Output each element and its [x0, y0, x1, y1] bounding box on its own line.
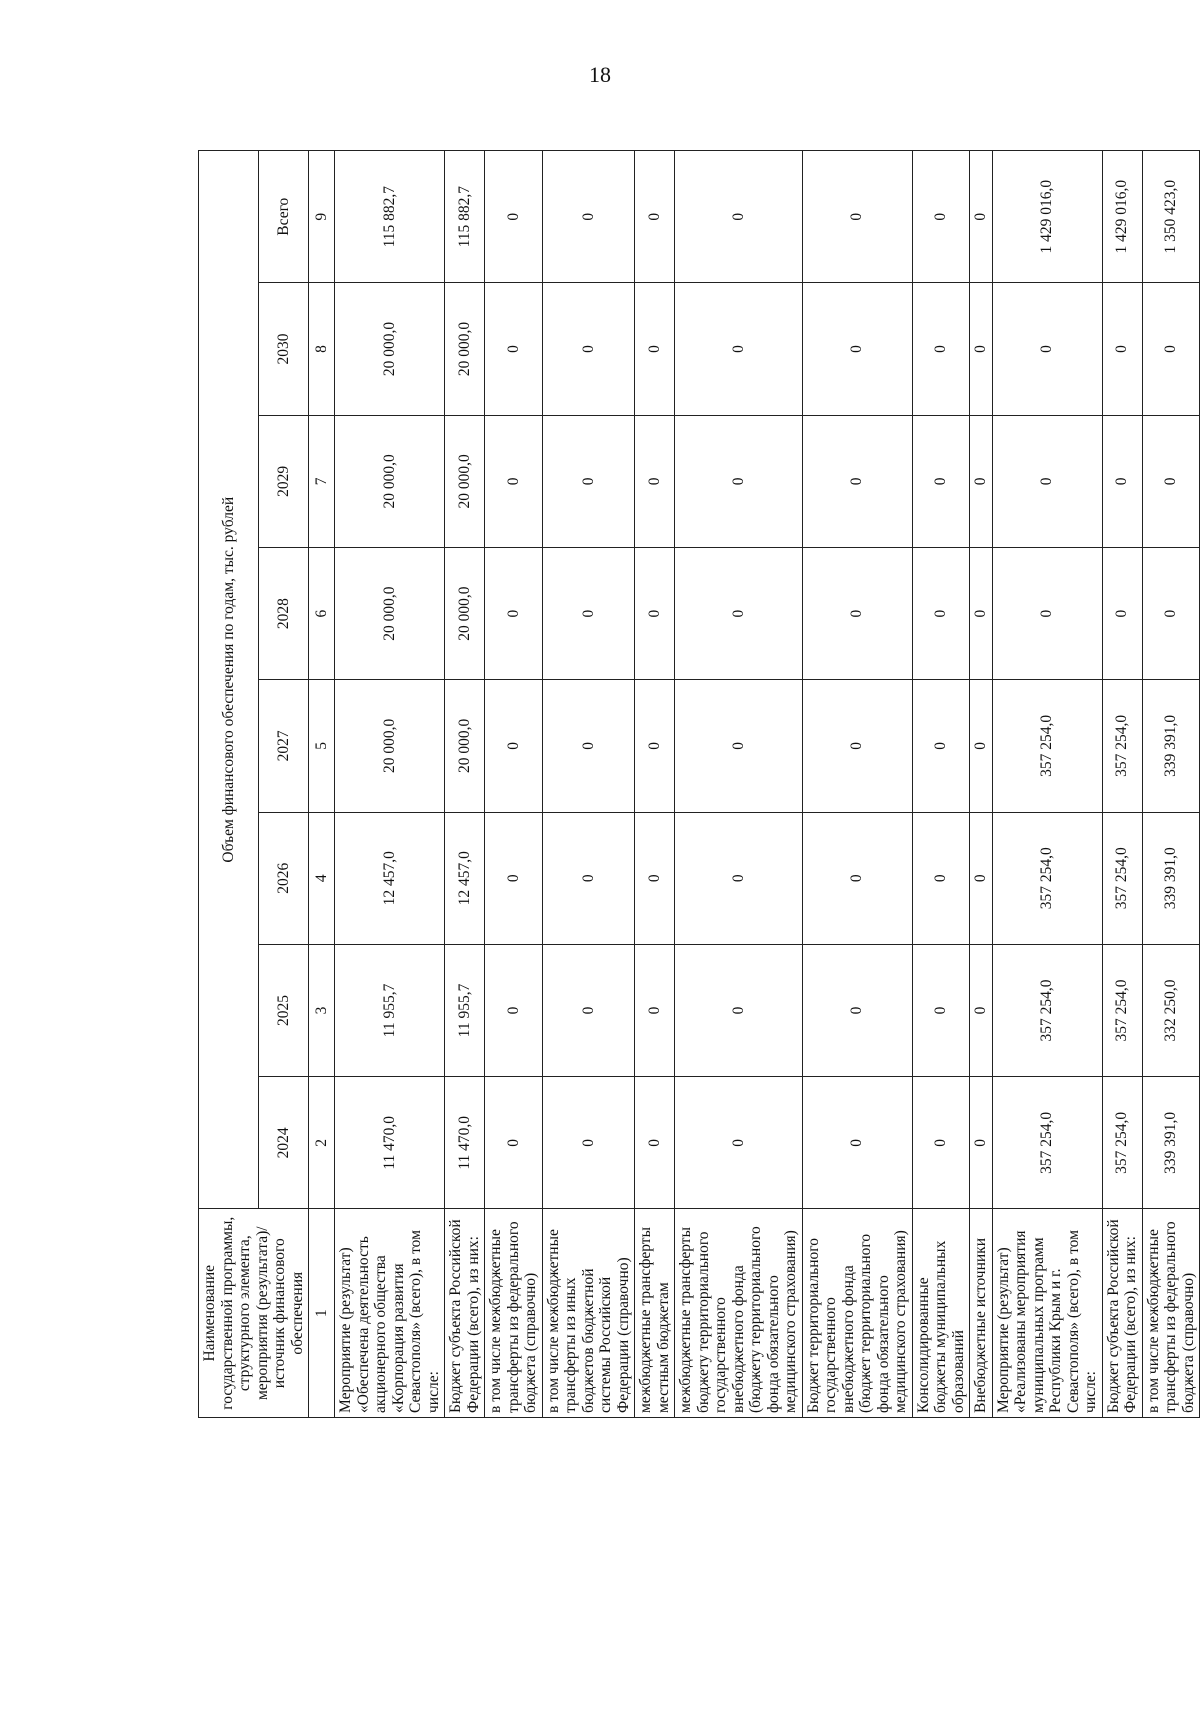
header-row-group: [199, 151, 259, 1418]
column-index: 7: [309, 415, 335, 547]
row-value-cell: 20 000,0: [335, 680, 445, 812]
table-body: [335, 151, 1200, 1418]
row-value-cell: 11 470,0: [445, 1077, 485, 1209]
row-value-cell: 0: [970, 283, 993, 415]
row-value-cell: 20 000,0: [335, 547, 445, 679]
row-value-cell: 20 000,0: [445, 415, 485, 547]
row-label: Бюджет субъекта Российской Федерации (всего), из них:: [1102, 1209, 1142, 1418]
row-value-cell: 0: [912, 1077, 970, 1209]
row-value-cell: 0: [802, 944, 912, 1076]
column-header-year: 2027: [259, 680, 309, 812]
row-value-cell: 0: [485, 283, 543, 415]
column-header-year: 2025: [259, 944, 309, 1076]
row-value-cell: 357 254,0: [1102, 680, 1142, 812]
table-row: [992, 151, 1102, 1418]
column-header-year: 2029: [259, 415, 309, 547]
row-value-cell: 0: [802, 1077, 912, 1209]
row-value-cell: 0: [635, 283, 675, 415]
row-value-cell: 0: [1102, 283, 1142, 415]
row-value-cell: 0: [912, 944, 970, 1076]
row-value-cell: 11 470,0: [335, 1077, 445, 1209]
row-value-cell: 0: [542, 944, 635, 1076]
row-value-cell: 0: [802, 283, 912, 415]
row-total-cell: 0: [675, 151, 803, 283]
row-value-cell: 0: [542, 283, 635, 415]
row-label: в том числе межбюджетные трансферты из федерального бюджета (справочно): [485, 1209, 543, 1418]
row-value-cell: 12 457,0: [445, 812, 485, 944]
row-value-cell: 0: [992, 547, 1102, 679]
row-label: межбюджетные трансферты местным бюджетам: [635, 1209, 675, 1418]
row-value-cell: 0: [542, 547, 635, 679]
row-value-cell: 0: [970, 944, 993, 1076]
column-index: 3: [309, 944, 335, 1076]
row-value-cell: 0: [675, 283, 803, 415]
column-header-year: 2030: [259, 283, 309, 415]
row-value-cell: 0: [485, 1077, 543, 1209]
row-total-cell: 0: [970, 151, 993, 283]
row-value-cell: 0: [912, 680, 970, 812]
row-value-cell: 20 000,0: [335, 283, 445, 415]
column-index: 1: [309, 1209, 335, 1418]
column-header-total: Всего: [259, 151, 309, 283]
row-total-cell: 0: [635, 151, 675, 283]
row-value-cell: 12 457,0: [335, 812, 445, 944]
table-row: [912, 151, 970, 1418]
row-value-cell: 0: [485, 680, 543, 812]
row-label: Мероприятие (результат) «Обеспечена деятельность акционерного общества «Корпорация развития Севастополя» (всего), в том числе:: [335, 1209, 445, 1418]
row-value-cell: 339 391,0: [1142, 680, 1200, 812]
column-group-header: Объем финансового обеспечения по годам, тыс. рублей: [199, 151, 259, 1209]
column-index-row: [309, 151, 335, 1418]
table-row: [1142, 151, 1200, 1418]
column-index: 4: [309, 812, 335, 944]
table-row: [445, 151, 485, 1418]
column-header-year: 2026: [259, 812, 309, 944]
row-value-cell: 0: [970, 547, 993, 679]
table-row: [1102, 151, 1142, 1418]
row-value-cell: 20 000,0: [445, 680, 485, 812]
table-row: [335, 151, 445, 1418]
row-total-cell: 115 882,7: [445, 151, 485, 283]
row-total-cell: 1 350 423,0: [1142, 151, 1200, 283]
row-value-cell: 357 254,0: [1102, 812, 1142, 944]
column-index: 5: [309, 680, 335, 812]
row-value-cell: 357 254,0: [992, 680, 1102, 812]
row-value-cell: 20 000,0: [445, 547, 485, 679]
row-value-cell: 357 254,0: [992, 812, 1102, 944]
column-header-year: 2024: [259, 1077, 309, 1209]
row-value-cell: 332 250,0: [1142, 944, 1200, 1076]
row-value-cell: 11 955,7: [445, 944, 485, 1076]
column-index: 9: [309, 151, 335, 283]
table-row: [485, 151, 543, 1418]
row-total-cell: 0: [485, 151, 543, 283]
row-value-cell: 0: [912, 547, 970, 679]
row-value-cell: 357 254,0: [992, 1077, 1102, 1209]
row-value-cell: 0: [485, 547, 543, 679]
column-header-name: Наименование государственной программы, структурного элемента, мероприятия (результата)/источник финансового обеспечения: [199, 1209, 309, 1418]
page-number: 18: [589, 62, 611, 87]
row-value-cell: 0: [635, 944, 675, 1076]
table-row: [635, 151, 675, 1418]
row-value-cell: 0: [992, 283, 1102, 415]
row-value-cell: 0: [970, 1077, 993, 1209]
row-value-cell: 0: [970, 680, 993, 812]
table-row: [542, 151, 635, 1418]
row-value-cell: 0: [1142, 547, 1200, 679]
row-value-cell: 0: [802, 680, 912, 812]
row-value-cell: 20 000,0: [445, 283, 485, 415]
row-total-cell: 0: [802, 151, 912, 283]
row-label: в том числе межбюджетные трансферты из федерального бюджета (справочно): [1142, 1209, 1200, 1418]
row-total-cell: 115 882,7: [335, 151, 445, 283]
row-value-cell: 0: [912, 283, 970, 415]
row-value-cell: 0: [542, 812, 635, 944]
row-value-cell: 0: [1102, 415, 1142, 547]
row-value-cell: 0: [992, 415, 1102, 547]
row-value-cell: 0: [635, 680, 675, 812]
row-value-cell: 11 955,7: [335, 944, 445, 1076]
table-row: [675, 151, 803, 1418]
row-label: межбюджетные трансферты бюджету территориального государственного внебюджетного фонда (бюджету территориального фонда обязательного медицинского страхования): [675, 1209, 803, 1418]
row-label: в том числе межбюджетные трансферты из иных бюджетов бюджетной системы Российской Федерации (справочно): [542, 1209, 635, 1418]
column-header-year: 2028: [259, 547, 309, 679]
row-value-cell: 0: [675, 547, 803, 679]
column-index: 8: [309, 283, 335, 415]
rotated-table-container: [198, 150, 1197, 1418]
row-label: Консолидированные бюджеты муниципальных образований: [912, 1209, 970, 1418]
row-value-cell: 0: [635, 547, 675, 679]
row-total-cell: 0: [542, 151, 635, 283]
column-index: 2: [309, 1077, 335, 1209]
financing-table: [198, 150, 1200, 1418]
row-value-cell: 0: [912, 415, 970, 547]
row-total-cell: 1 429 016,0: [992, 151, 1102, 283]
row-value-cell: 0: [802, 812, 912, 944]
row-value-cell: 0: [675, 812, 803, 944]
row-value-cell: 0: [675, 680, 803, 812]
row-total-cell: 0: [912, 151, 970, 283]
row-value-cell: 0: [802, 415, 912, 547]
row-value-cell: 0: [635, 1077, 675, 1209]
row-value-cell: 0: [970, 415, 993, 547]
row-value-cell: 339 391,0: [1142, 1077, 1200, 1209]
table-row: [802, 151, 912, 1418]
row-value-cell: 0: [485, 812, 543, 944]
row-value-cell: 0: [675, 944, 803, 1076]
row-value-cell: 0: [675, 415, 803, 547]
row-value-cell: 0: [485, 944, 543, 1076]
row-label: Внебюджетные источники: [970, 1209, 993, 1418]
row-value-cell: 0: [1142, 283, 1200, 415]
row-value-cell: 357 254,0: [1102, 944, 1142, 1076]
row-value-cell: 0: [970, 812, 993, 944]
row-value-cell: 20 000,0: [335, 415, 445, 547]
row-value-cell: 0: [635, 415, 675, 547]
row-total-cell: 1 429 016,0: [1102, 151, 1142, 283]
row-label: Бюджет субъекта Российской Федерации (всего), из них:: [445, 1209, 485, 1418]
row-value-cell: 0: [542, 415, 635, 547]
row-value-cell: 0: [802, 547, 912, 679]
column-index: 6: [309, 547, 335, 679]
row-value-cell: 0: [1142, 415, 1200, 547]
row-value-cell: 0: [542, 1077, 635, 1209]
row-value-cell: 0: [675, 1077, 803, 1209]
table-row: [970, 151, 993, 1418]
row-value-cell: 339 391,0: [1142, 812, 1200, 944]
row-value-cell: 0: [1102, 547, 1142, 679]
row-value-cell: 357 254,0: [992, 944, 1102, 1076]
row-label: Бюджет территориального государственного внебюджетного фонда (бюджет территориального фонда обязательного медицинского страхования): [802, 1209, 912, 1418]
row-value-cell: 0: [912, 812, 970, 944]
row-value-cell: 357 254,0: [1102, 1077, 1142, 1209]
row-value-cell: 0: [542, 680, 635, 812]
row-label: Мероприятие (результат) «Реализованы мероприятия муниципальных программ Республики Крым и г. Севастополя» (всего), в том числе:: [992, 1209, 1102, 1418]
row-value-cell: 0: [485, 415, 543, 547]
row-value-cell: 0: [635, 812, 675, 944]
